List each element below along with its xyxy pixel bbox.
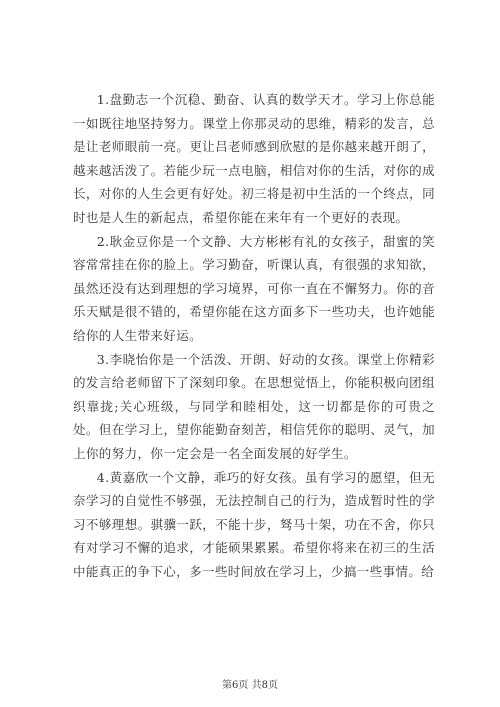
comment-paragraph-3: 3.李晓怡你是一个活泼、开朗、好动的女孩。课堂上你精彩的发言给老师留下了深刻印象。在思想觉悟上，你能积极向团组织靠拢;关心班级，与同学和睦相处，这一切都是你的可贵之处。但在学习上，望你能勤奋刻苦，相信凭你的聪明、灵气，加上你的努力，你一定会是一名全面发展的好学生。 <box>73 351 435 461</box>
comment-paragraph-1: 1.盘勤志一个沉稳、勤奋、认真的数学天才。学习上你总能一如既往地坚持努力。课堂上你那灵动的思维，精彩的发言，总是让老师眼前一亮。更让吕老师感到欣慰的是你越来越开朗了，越来越活泼了。若能少玩一点电脑，相信对你的生活，对你的成长，对你的人生会更有好处。初三将是初中生活的一个终点，同时也是人生的新起点，希望你能在来年有一个更好的表现。 <box>73 92 435 225</box>
comment-paragraph-2: 2.耿金豆你是一个文静、大方彬彬有礼的女孩子，甜蜜的笑容常常挂在你的脸上。学习勤奋，听课认真，有很强的求知欲，虽然还没有达到理想的学习境界，可你一直在不懈努力。你的音乐天赋是很不错的，希望你能在这方面多下一些功夫，也许她能给你的人生带来好运。 <box>73 233 435 343</box>
document-body <box>73 88 435 583</box>
page-footer: 第6页 共8页 <box>222 680 278 691</box>
comment-paragraph-4: 4.黄嘉欣一个文静，乖巧的好女孩。虽有学习的愿望，但无奈学习的自觉性不够强，无法控制自己的行为，造成暂时性的学习不够理想。骐骥一跃，不能十步，驽马十架，功在不舍，你只有对学习不懈的追求，才能硕果累累。希望你将来在初三的生活中能真正的争下心，多一些时间放在学习上，少搞一些事情。给 <box>73 469 435 579</box>
